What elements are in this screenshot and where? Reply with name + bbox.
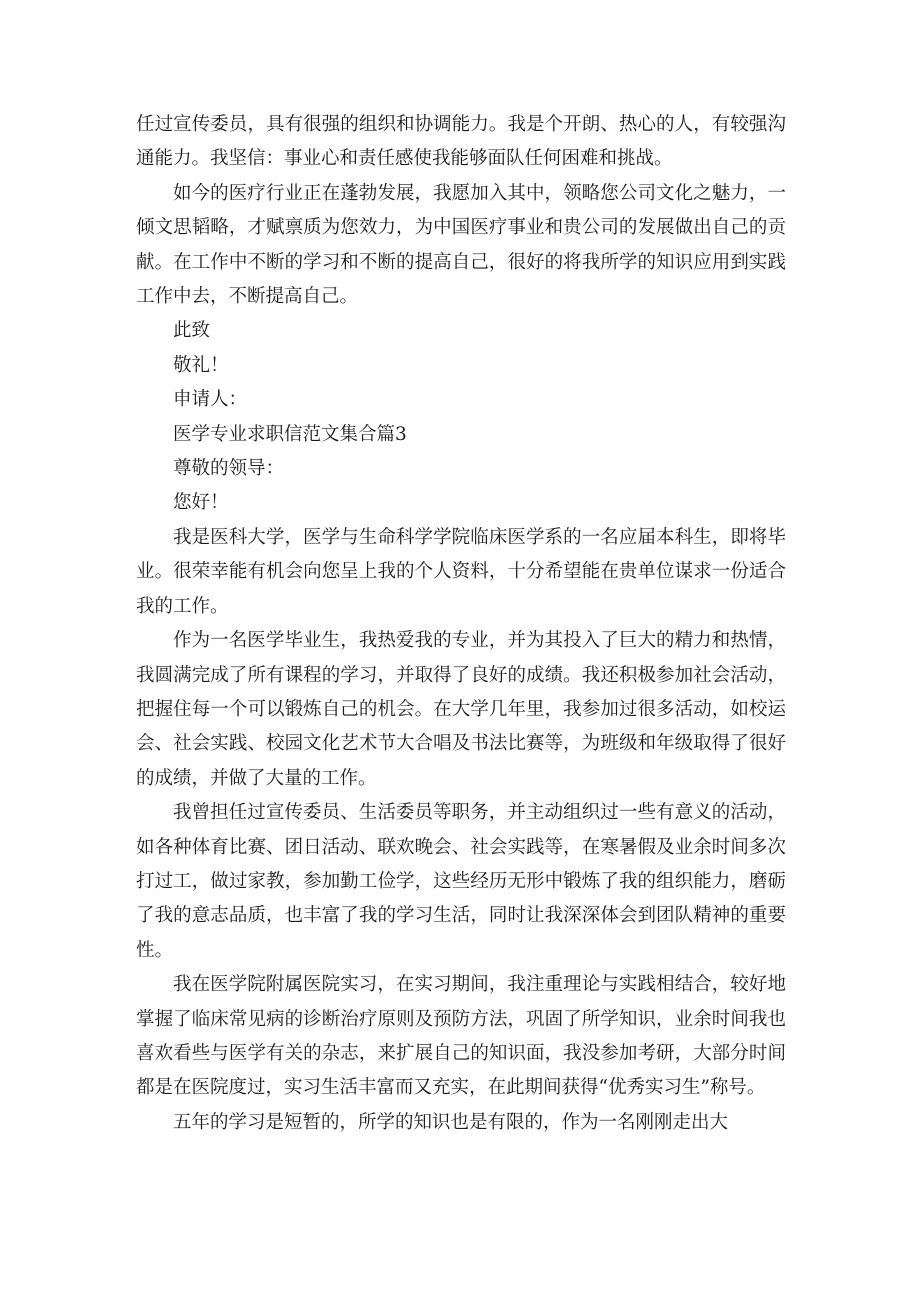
paragraph-continuation: 任过宣传委员，具有很强的组织和协调能力。我是个开朗、热心的人，有较强沟通能力。我坚信：事业心和责任感使我能够面队任何困难和挑战。 — [136, 114, 786, 170]
greeting-addressee: 尊敬的领导： — [173, 458, 285, 480]
paragraph-activities: 我曾担任过宣传委员、生活委员等职务，并主动组织过一些有意义的活动，如各种体育比赛、团日活动、联欢晚会、社会实践等，在寒暑假及业余时间多次打过工，做过家教，参加勤工俭学，这些经历无形中锻炼了我的组织能力，磨砺了我的意志品质，也丰富了我的学习生活，同时让我深深体会到团队精神的重要性。 — [136, 802, 786, 961]
closing-regards: 敬礼！ — [173, 354, 229, 376]
closing-salutation: 此致 — [173, 320, 211, 342]
greeting-hello: 您好！ — [173, 492, 229, 514]
paragraph-introduction: 我是医科大学，医学与生命科学学院临床医学系的一名应届本科生，即将毕业。很荣幸能有机会向您呈上我的个人资料，十分希望能在贵单位谋求一份适合我的工作。 — [136, 526, 786, 617]
paragraph-internship: 我在医学院附属医院实习，在实习期间，我注重理论与实践相结合，较好地掌握了临床常见病的诊断治疗原则及预防方法，巩固了所学知识，业余时间我也喜欢看些与医学有关的杂志，来扩展自己的知识面，我没参加考研，大部分时间都是在医院度过，实习生活丰富而又充实，在此期间获得“优秀实习生”称号。 — [136, 974, 786, 1099]
applicant-label: 申请人： — [173, 389, 248, 411]
paragraph-studies: 作为一名医学毕业生，我热爱我的专业，并为其投入了巨大的精力和热情，我圆满完成了所有课程的学习，并取得了良好的成绩。我还积极参加社会活动，把握住每一个可以锻炼自己的机会。在大学几年里，我参加过很多活动，如校运会、社会实践、校园文化艺术节大合唱及书法比赛等，为班级和年级取得了很好的成绩，并做了大量的工作。 — [136, 630, 786, 789]
section-title: 医学专业求职信范文集合篇3 — [173, 423, 407, 445]
letter-body — [136, 108, 786, 1140]
paragraph-conclusion: 五年的学习是短暂的，所学的知识也是有限的，作为一名刚刚走出大 — [173, 1111, 729, 1133]
paragraph-motivation: 如今的医疗行业正在蓬勃发展，我愿加入其中，领略您公司文化之魅力，一倾文思韬略，才赋禀质为您效力，为中国医疗事业和贵公司的发展做出自己的贡献。在工作中不断的学习和不断的提高自己，很好的将我所学的知识应用到实践工作中去，不断提高自己。 — [136, 182, 786, 308]
